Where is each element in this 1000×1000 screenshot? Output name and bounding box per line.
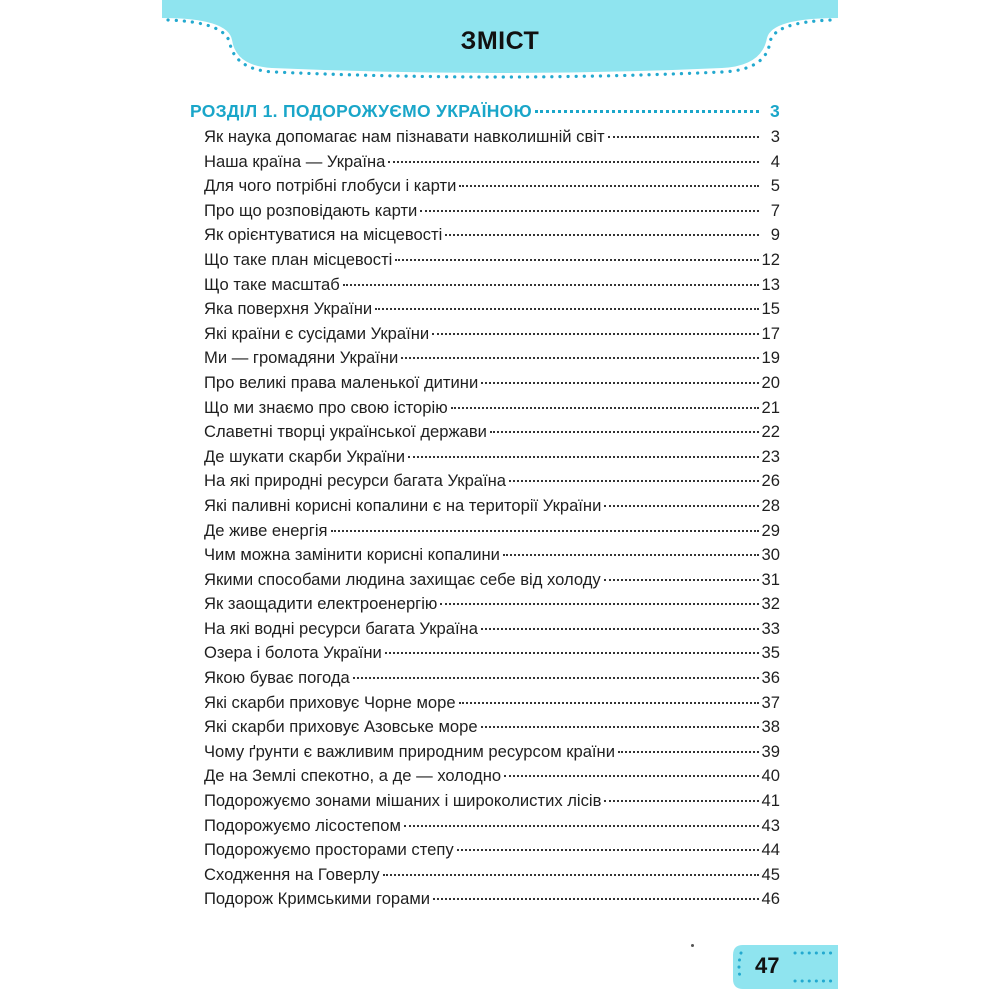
toc-entry-label: Славетні творці української держави <box>204 422 487 442</box>
toc-entry-label: Чому ґрунти є важливим природним ресурсом країни <box>204 741 615 761</box>
toc-entry-page: 36 <box>761 668 780 688</box>
toc-entry-label: На які природні ресурси багата Україна <box>204 471 507 491</box>
toc-entry[interactable] <box>190 592 780 617</box>
toc-leader-dots <box>420 210 759 212</box>
toc-leader-dots <box>457 849 759 851</box>
toc-leader-dots <box>481 382 758 384</box>
toc-leader-dots <box>433 898 758 900</box>
toc-entry-page: 23 <box>761 446 780 466</box>
toc-entry-label: Озера і болота України <box>204 643 382 663</box>
toc-leader-dots <box>432 333 758 335</box>
toc-entry-label: Для чого потрібні глобуси і карти <box>204 176 457 196</box>
toc-entry-page: 21 <box>761 397 780 417</box>
table-of-contents <box>190 98 780 912</box>
toc-entry-label: Які країни є сусідами України <box>204 323 430 343</box>
toc-entry[interactable] <box>190 764 780 789</box>
toc-entry[interactable] <box>190 445 780 470</box>
toc-leader-dots <box>503 554 759 556</box>
toc-entry-page: 20 <box>761 372 780 392</box>
toc-leader-dots <box>604 579 759 581</box>
toc-entry[interactable] <box>190 273 780 298</box>
toc-leader-dots <box>604 505 758 507</box>
print-dot <box>691 944 694 947</box>
toc-leader-dots <box>331 530 759 532</box>
toc-entry[interactable] <box>190 174 780 199</box>
toc-leader-dots <box>459 185 759 187</box>
toc-entry-label: Подорож Кримськими горами <box>204 889 431 909</box>
toc-entry-label: Ми — громадяни України <box>204 348 399 368</box>
toc-leader-dots <box>504 775 758 777</box>
toc-leader-dots <box>481 628 759 630</box>
toc-entry-page: 30 <box>761 545 780 565</box>
toc-leader-dots <box>459 702 759 704</box>
toc-leader-dots <box>408 456 759 458</box>
toc-entry-label: Де шукати скарби України <box>204 446 405 466</box>
toc-entry-page: 13 <box>761 274 780 294</box>
toc-entry[interactable] <box>190 887 780 912</box>
toc-entry-label: Які паливні корисні копалини є на території України <box>204 495 602 515</box>
toc-entry-page: 3 <box>770 127 780 146</box>
toc-leader-dots <box>395 259 758 261</box>
toc-entry-label: Як наука допомагає нам пізнавати навколишній світ <box>204 127 605 146</box>
toc-entry[interactable] <box>190 420 780 445</box>
toc-entry[interactable] <box>190 248 780 273</box>
toc-entry[interactable] <box>190 641 780 666</box>
toc-entry-page: 12 <box>761 249 780 269</box>
toc-leader-dots <box>490 431 759 433</box>
toc-entry-page: 19 <box>761 348 780 368</box>
toc-entry-page: 39 <box>761 741 780 761</box>
toc-entry-label: Де живе енергія <box>204 520 328 540</box>
toc-entry-page: 22 <box>761 422 780 442</box>
toc-section-label: РОЗДІЛ 1. ПОДОРОЖУЄМО УКРАЇНОЮ <box>190 101 532 121</box>
toc-entry-page: 31 <box>761 569 780 589</box>
toc-entry[interactable] <box>190 371 780 396</box>
toc-entry-page: 4 <box>770 151 780 171</box>
toc-entry[interactable] <box>190 199 780 224</box>
toc-entry[interactable] <box>190 863 780 888</box>
toc-entry-label: Подорожуємо лісостепом <box>204 815 401 835</box>
toc-leader-dots <box>353 677 759 679</box>
toc-entry-label: Де на Землі спекотно, а де — холодно <box>204 766 502 786</box>
toc-entry[interactable] <box>190 715 780 740</box>
toc-leader-dots <box>401 357 758 359</box>
toc-entry[interactable] <box>190 617 780 642</box>
toc-entry[interactable] <box>190 150 780 175</box>
toc-leader-dots <box>451 407 759 409</box>
toc-entry[interactable] <box>190 322 780 347</box>
toc-leader-dots <box>385 652 759 654</box>
toc-entry[interactable] <box>190 494 780 519</box>
toc-entry-label: Чим можна замінити корисні копалини <box>204 545 500 565</box>
toc-entry[interactable] <box>190 740 780 765</box>
toc-entry[interactable] <box>190 814 780 839</box>
toc-entry-label: Подорожуємо зонами мішаних і широколистих лісів <box>204 791 602 811</box>
header-banner <box>162 0 838 86</box>
toc-leader-dots <box>509 480 759 482</box>
toc-entry-page: 46 <box>761 889 780 909</box>
toc-leader-dots <box>608 136 759 138</box>
toc-entry-label: Які скарби приховує Чорне море <box>204 692 456 712</box>
toc-entry[interactable] <box>190 519 780 544</box>
toc-entry-page: 35 <box>761 643 780 663</box>
toc-entry-label: Яка поверхня України <box>204 299 373 319</box>
toc-entry-page: 9 <box>770 225 780 245</box>
toc-entry-page: 43 <box>761 815 780 835</box>
toc-entry-label: Як заощадити електроенергію <box>204 594 438 614</box>
toc-leader-dots <box>343 284 759 286</box>
toc-entry-label: Що ми знаємо про свою історію <box>204 397 448 417</box>
toc-entry-label: Якими способами людина захищає себе від холоду <box>204 569 601 589</box>
toc-entry-page: 38 <box>761 717 780 737</box>
toc-entry[interactable] <box>190 469 780 494</box>
toc-leader-dots <box>618 751 759 753</box>
badge-shape <box>733 945 838 989</box>
toc-entry[interactable] <box>190 543 780 568</box>
toc-entry-label: Що таке план місцевості <box>204 249 393 269</box>
toc-entry-page: 33 <box>761 618 780 638</box>
toc-entry-page: 45 <box>761 864 780 884</box>
toc-entry-label: Якою буває погода <box>204 668 350 688</box>
toc-entry-page: 37 <box>761 692 780 712</box>
toc-entry[interactable] <box>190 838 780 863</box>
toc-entry-page: 41 <box>761 791 780 811</box>
toc-section-heading[interactable] <box>190 98 780 125</box>
toc-entry-page: 40 <box>761 766 780 786</box>
toc-entry-label: Сходження на Говерлу <box>204 864 380 884</box>
page-number-badge <box>733 945 838 989</box>
toc-leader-dots <box>404 825 759 827</box>
toc-entry-page: 5 <box>770 176 780 196</box>
toc-entry-page: 44 <box>761 840 780 860</box>
toc-entry[interactable] <box>190 789 780 814</box>
toc-leader-dots <box>445 234 759 236</box>
toc-leader-dots <box>388 161 759 163</box>
toc-entry-page: 32 <box>761 594 780 614</box>
toc-entry[interactable] <box>190 346 780 371</box>
toc-entry-page: 15 <box>761 299 780 319</box>
toc-entry-label: Подорожуємо просторами степу <box>204 840 454 860</box>
toc-entry-label: Як орієнтуватися на місцевості <box>204 225 443 245</box>
toc-leader-dots <box>375 308 758 310</box>
toc-entry-label: Які скарби приховує Азовське море <box>204 717 478 737</box>
toc-entry-label: Про великі права маленької дитини <box>204 372 479 392</box>
toc-entry-label: Що таке масштаб <box>204 274 340 294</box>
toc-leader-dots <box>440 603 758 605</box>
toc-entry[interactable] <box>190 691 780 716</box>
toc-items <box>190 125 780 912</box>
toc-entry[interactable] <box>190 568 780 593</box>
toc-entry-page: 7 <box>770 200 780 220</box>
toc-entry-page: 29 <box>761 520 780 540</box>
page-title: ЗМІСТ <box>460 27 540 55</box>
toc-entry[interactable] <box>190 223 780 248</box>
toc-leader-dots <box>604 800 758 802</box>
toc-entry-label: Про що розповідають карти <box>204 200 418 220</box>
toc-entry-label: Наша країна — Україна <box>204 151 386 171</box>
toc-leader-dots <box>383 874 759 876</box>
toc-leader-dots <box>481 726 759 728</box>
toc-section-page: 3 <box>769 101 780 121</box>
toc-entry-page: 26 <box>761 471 780 491</box>
toc-entry-page: 17 <box>761 323 780 343</box>
toc-entry[interactable] <box>190 125 780 150</box>
toc-leader-dots <box>535 110 759 113</box>
page-number: 47 <box>755 953 780 978</box>
toc-entry[interactable] <box>190 666 780 691</box>
toc-entry[interactable] <box>190 396 780 421</box>
toc-entry-page: 28 <box>761 495 780 515</box>
toc-entry-label: На які водні ресурси багата Україна <box>204 618 478 638</box>
toc-entry[interactable] <box>190 297 780 322</box>
